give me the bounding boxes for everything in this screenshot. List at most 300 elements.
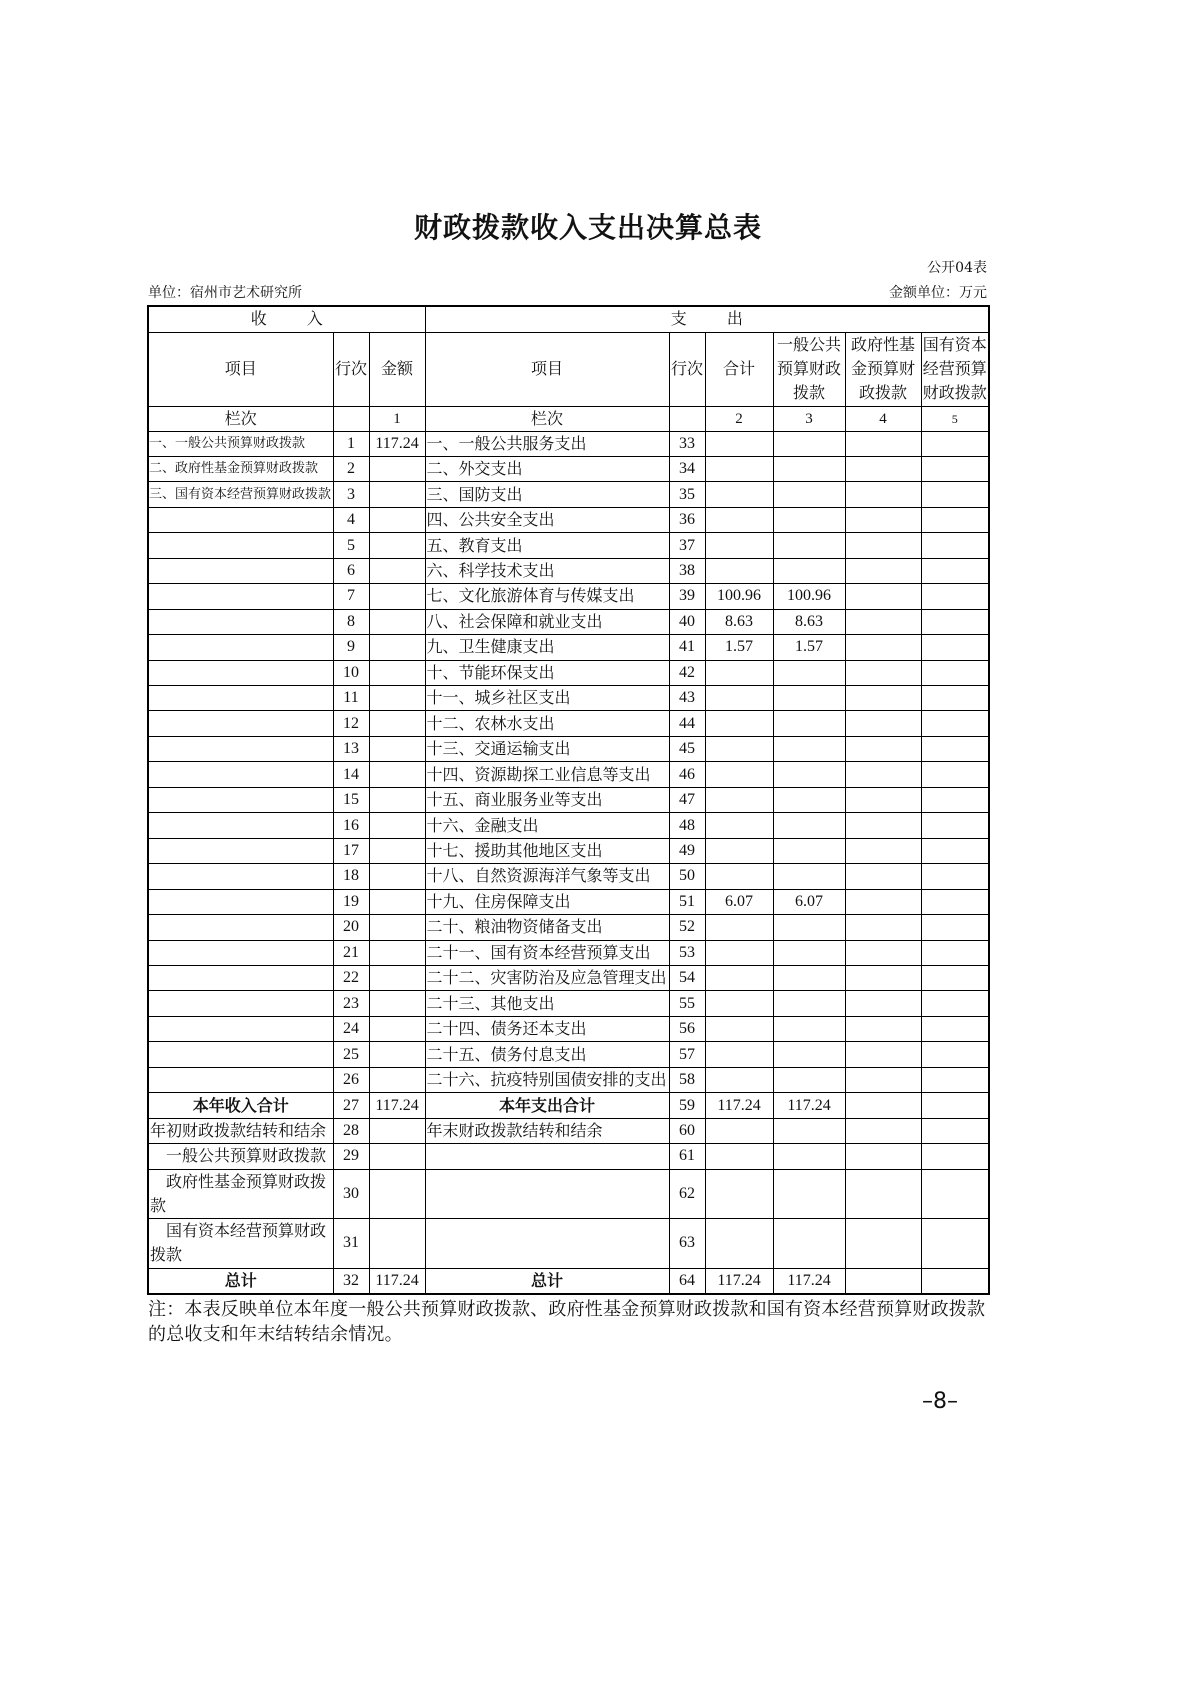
income-line-no: 23 <box>333 991 369 1016</box>
income-item: 一般公共预算财政拨款 <box>148 1144 333 1169</box>
state-capital-amount <box>921 431 989 456</box>
income-item: 二、政府性基金预算财政拨款 <box>148 456 333 481</box>
income-amount <box>369 736 425 761</box>
general-budget-amount <box>773 1144 845 1169</box>
income-amount <box>369 584 425 609</box>
income-line-no: 11 <box>333 686 369 711</box>
expense-line-no: 61 <box>669 1144 705 1169</box>
state-capital-amount <box>921 584 989 609</box>
table-row <box>148 711 989 736</box>
expense-item: 十四、资源勘探工业信息等支出 <box>425 762 669 787</box>
total-amount <box>705 915 773 940</box>
income-amount <box>369 889 425 914</box>
total-amount <box>705 1169 773 1219</box>
income-amount <box>369 711 425 736</box>
expense-line-no: 41 <box>669 635 705 660</box>
expense-line-no: 54 <box>669 966 705 991</box>
general-budget-amount <box>773 482 845 507</box>
total-amount <box>705 813 773 838</box>
general-budget-column-number: 3 <box>773 406 845 431</box>
income-amount: 117.24 <box>369 431 425 456</box>
income-item <box>148 813 333 838</box>
income-section-header: 收 入 <box>148 306 425 332</box>
total-amount <box>705 660 773 685</box>
page-title: 财政拨款收入支出决算总表 <box>413 211 762 244</box>
table-row <box>148 1042 989 1067</box>
gov-fund-amount <box>845 431 921 456</box>
total-amount <box>705 1016 773 1041</box>
income-line-no: 4 <box>333 507 369 532</box>
gov-fund-amount <box>845 889 921 914</box>
state-capital-amount <box>921 813 989 838</box>
income-line-no: 14 <box>333 762 369 787</box>
state-capital-amount <box>921 1144 989 1169</box>
gov-fund-amount <box>845 966 921 991</box>
income-line-no: 18 <box>333 864 369 889</box>
general-budget-amount: 1.57 <box>773 635 845 660</box>
gov-fund-amount <box>845 940 921 965</box>
table-row <box>148 1144 989 1169</box>
table-row <box>148 558 989 583</box>
expense-line-no: 40 <box>669 609 705 634</box>
total-amount: 8.63 <box>705 609 773 634</box>
income-item: 一、一般公共预算财政拨款 <box>148 431 333 456</box>
expense-item: 二十四、债务还本支出 <box>425 1016 669 1041</box>
general-budget-amount <box>773 787 845 812</box>
state-capital-amount <box>921 1268 989 1293</box>
income-amount <box>369 838 425 863</box>
state-capital-header: 国有资本经营预算财政拨款 <box>921 332 989 406</box>
general-budget-amount <box>773 940 845 965</box>
expense-item: 八、社会保障和就业支出 <box>425 609 669 634</box>
table-row <box>148 584 989 609</box>
general-budget-amount <box>773 711 845 736</box>
income-line-no: 10 <box>333 660 369 685</box>
income-line-no: 12 <box>333 711 369 736</box>
general-budget-amount <box>773 915 845 940</box>
state-capital-amount <box>921 533 989 558</box>
income-item <box>148 736 333 761</box>
income-item <box>148 533 333 558</box>
income-item <box>148 1016 333 1041</box>
general-budget-amount <box>773 1067 845 1092</box>
state-capital-amount <box>921 456 989 481</box>
income-amount <box>369 507 425 532</box>
general-budget-amount <box>773 431 845 456</box>
expense-line-no: 38 <box>669 558 705 583</box>
expense-item: 二十、粮油物资储备支出 <box>425 915 669 940</box>
general-budget-amount: 117.24 <box>773 1268 845 1293</box>
income-line-no: 26 <box>333 1067 369 1092</box>
gov-fund-amount <box>845 736 921 761</box>
expense-item: 二十一、国有资本经营预算支出 <box>425 940 669 965</box>
column-header-row <box>148 332 989 406</box>
income-line-no-column-number <box>333 406 369 431</box>
general-budget-amount <box>773 533 845 558</box>
expense-line-no: 63 <box>669 1219 705 1269</box>
gov-fund-amount <box>845 1118 921 1143</box>
income-amount <box>369 1067 425 1092</box>
expense-line-no: 35 <box>669 482 705 507</box>
table-row <box>148 864 989 889</box>
total-amount <box>705 991 773 1016</box>
total-amount <box>705 1144 773 1169</box>
table-row <box>148 1067 989 1092</box>
general-budget-amount <box>773 736 845 761</box>
unit-label: 单位：宿州市艺术研究所 <box>148 285 302 301</box>
table-row <box>148 966 989 991</box>
expense-line-no: 59 <box>669 1093 705 1118</box>
expense-item: 五、教育支出 <box>425 533 669 558</box>
total-amount <box>705 482 773 507</box>
table-body <box>148 431 989 1294</box>
expense-line-no: 51 <box>669 889 705 914</box>
total-amount <box>705 864 773 889</box>
state-capital-amount <box>921 711 989 736</box>
general-budget-header: 一般公共预算财政拨款 <box>773 332 845 406</box>
table-row <box>148 736 989 761</box>
income-amount <box>369 482 425 507</box>
total-header: 合计 <box>705 332 773 406</box>
income-amount <box>369 1042 425 1067</box>
income-amount <box>369 533 425 558</box>
income-item <box>148 1067 333 1092</box>
expense-item: 十一、城乡社区支出 <box>425 686 669 711</box>
income-item: 本年收入合计 <box>148 1093 333 1118</box>
income-line-no: 31 <box>333 1219 369 1269</box>
income-amount <box>369 813 425 838</box>
expense-line-no: 62 <box>669 1169 705 1219</box>
expense-line-no: 47 <box>669 787 705 812</box>
gov-fund-amount <box>845 1219 921 1269</box>
expense-line-no: 46 <box>669 762 705 787</box>
general-budget-amount: 100.96 <box>773 584 845 609</box>
income-line-no: 21 <box>333 940 369 965</box>
expense-line-no: 49 <box>669 838 705 863</box>
expense-line-no: 64 <box>669 1268 705 1293</box>
income-amount <box>369 1016 425 1041</box>
table-row <box>148 915 989 940</box>
expense-line-no: 36 <box>669 507 705 532</box>
total-amount: 117.24 <box>705 1268 773 1293</box>
income-line-no: 3 <box>333 482 369 507</box>
income-amount <box>369 686 425 711</box>
expense-line-no: 43 <box>669 686 705 711</box>
gov-fund-amount <box>845 584 921 609</box>
income-line-no-header: 行次 <box>333 332 369 406</box>
income-amount-column-number: 1 <box>369 406 425 431</box>
income-line-no: 28 <box>333 1118 369 1143</box>
income-line-no: 7 <box>333 584 369 609</box>
table-row <box>148 660 989 685</box>
table-row <box>148 991 989 1016</box>
gov-fund-header: 政府性基金预算财政拨款 <box>845 332 921 406</box>
state-capital-amount <box>921 635 989 660</box>
income-line-no: 22 <box>333 966 369 991</box>
total-column-number: 2 <box>705 406 773 431</box>
gov-fund-amount <box>845 813 921 838</box>
table-row <box>148 507 989 532</box>
gov-fund-amount <box>845 1042 921 1067</box>
state-capital-amount <box>921 686 989 711</box>
income-amount <box>369 966 425 991</box>
expense-line-no: 58 <box>669 1067 705 1092</box>
expense-item: 二十六、抗疫特别国债安排的支出 <box>425 1067 669 1092</box>
expense-line-no: 33 <box>669 431 705 456</box>
expense-item <box>425 1169 669 1219</box>
expense-item: 十八、自然资源海洋气象等支出 <box>425 864 669 889</box>
gov-fund-amount <box>845 456 921 481</box>
income-line-no: 30 <box>333 1169 369 1219</box>
income-amount <box>369 1118 425 1143</box>
income-item <box>148 686 333 711</box>
gov-fund-amount <box>845 686 921 711</box>
state-capital-amount <box>921 940 989 965</box>
page-number: –8– <box>922 1389 958 1414</box>
total-amount <box>705 966 773 991</box>
expense-line-no: 52 <box>669 915 705 940</box>
general-budget-amount <box>773 1118 845 1143</box>
table-row <box>148 889 989 914</box>
expense-item: 一、一般公共服务支出 <box>425 431 669 456</box>
income-item <box>148 915 333 940</box>
gov-fund-amount <box>845 991 921 1016</box>
expense-item-column-number: 栏次 <box>425 406 669 431</box>
state-capital-amount <box>921 864 989 889</box>
income-amount <box>369 864 425 889</box>
general-budget-amount <box>773 660 845 685</box>
income-amount <box>369 940 425 965</box>
expense-line-no: 42 <box>669 660 705 685</box>
income-item <box>148 711 333 736</box>
total-amount <box>705 940 773 965</box>
expense-section-header: 支 出 <box>425 306 989 332</box>
income-item: 政府性基金预算财政拨款 <box>148 1169 333 1219</box>
income-item: 国有资本经营预算财政拨款 <box>148 1219 333 1269</box>
expense-item: 七、文化旅游体育与传媒支出 <box>425 584 669 609</box>
state-capital-amount <box>921 609 989 634</box>
total-amount <box>705 1219 773 1269</box>
expense-line-no-header: 行次 <box>669 332 705 406</box>
income-amount <box>369 456 425 481</box>
expense-line-no: 45 <box>669 736 705 761</box>
table-row <box>148 1118 989 1143</box>
expense-item: 六、科学技术支出 <box>425 558 669 583</box>
income-item <box>148 584 333 609</box>
income-line-no: 16 <box>333 813 369 838</box>
gov-fund-amount <box>845 762 921 787</box>
expense-item: 十五、商业服务业等支出 <box>425 787 669 812</box>
table-row <box>148 813 989 838</box>
total-amount <box>705 736 773 761</box>
income-item <box>148 864 333 889</box>
table-row <box>148 635 989 660</box>
expense-item <box>425 1219 669 1269</box>
general-budget-amount <box>773 991 845 1016</box>
total-amount <box>705 762 773 787</box>
general-budget-amount <box>773 507 845 532</box>
expense-item: 十三、交通运输支出 <box>425 736 669 761</box>
gov-fund-amount <box>845 1169 921 1219</box>
income-line-no: 24 <box>333 1016 369 1041</box>
state-capital-amount <box>921 787 989 812</box>
table-row <box>148 838 989 863</box>
state-capital-amount <box>921 1016 989 1041</box>
general-budget-amount <box>773 1169 845 1219</box>
gov-fund-amount <box>845 1268 921 1293</box>
total-amount <box>705 838 773 863</box>
total-amount: 6.07 <box>705 889 773 914</box>
state-capital-amount <box>921 966 989 991</box>
table-row <box>148 431 989 456</box>
amount-unit-label: 金额单位：万元 <box>889 285 987 301</box>
general-budget-amount: 6.07 <box>773 889 845 914</box>
income-item <box>148 838 333 863</box>
gov-fund-amount <box>845 1016 921 1041</box>
state-capital-amount <box>921 889 989 914</box>
total-amount <box>705 431 773 456</box>
gov-fund-amount <box>845 660 921 685</box>
total-amount <box>705 711 773 736</box>
total-amount <box>705 533 773 558</box>
total-amount <box>705 558 773 583</box>
general-budget-amount <box>773 686 845 711</box>
gov-fund-amount <box>845 609 921 634</box>
general-budget-amount: 8.63 <box>773 609 845 634</box>
expense-item: 总计 <box>425 1268 669 1293</box>
general-budget-amount <box>773 813 845 838</box>
state-capital-amount <box>921 507 989 532</box>
gov-fund-amount <box>845 558 921 583</box>
gov-fund-amount <box>845 838 921 863</box>
general-budget-amount <box>773 966 845 991</box>
income-line-no: 8 <box>333 609 369 634</box>
state-capital-amount <box>921 660 989 685</box>
state-capital-amount <box>921 1118 989 1143</box>
table-row <box>148 1093 989 1118</box>
table-row <box>148 1016 989 1041</box>
state-capital-amount <box>921 482 989 507</box>
expense-item <box>425 1144 669 1169</box>
expense-item: 年末财政拨款结转和结余 <box>425 1118 669 1143</box>
gov-fund-amount <box>845 711 921 736</box>
income-item <box>148 787 333 812</box>
income-amount-header: 金额 <box>369 332 425 406</box>
table-row <box>148 609 989 634</box>
state-capital-amount <box>921 1219 989 1269</box>
table-row <box>148 533 989 558</box>
expense-item: 九、卫生健康支出 <box>425 635 669 660</box>
income-amount <box>369 558 425 583</box>
expense-line-no: 56 <box>669 1016 705 1041</box>
income-amount <box>369 1144 425 1169</box>
general-budget-amount <box>773 1042 845 1067</box>
income-line-no: 6 <box>333 558 369 583</box>
state-capital-amount <box>921 838 989 863</box>
income-item <box>148 966 333 991</box>
expense-item: 十六、金融支出 <box>425 813 669 838</box>
income-line-no: 32 <box>333 1268 369 1293</box>
table-row <box>148 1169 989 1219</box>
income-line-no: 13 <box>333 736 369 761</box>
gov-fund-amount <box>845 787 921 812</box>
income-item <box>148 558 333 583</box>
table-row <box>148 456 989 481</box>
appropriation-summary-table <box>147 305 990 1295</box>
general-budget-amount <box>773 456 845 481</box>
expense-item: 十二、农林水支出 <box>425 711 669 736</box>
income-line-no: 25 <box>333 1042 369 1067</box>
gov-fund-amount <box>845 915 921 940</box>
income-item-column-number: 栏次 <box>148 406 333 431</box>
income-line-no: 2 <box>333 456 369 481</box>
income-item <box>148 660 333 685</box>
total-amount <box>705 1067 773 1092</box>
general-budget-amount <box>773 864 845 889</box>
expense-line-no-column-number <box>669 406 705 431</box>
gov-fund-amount <box>845 864 921 889</box>
expense-line-no: 57 <box>669 1042 705 1067</box>
state-capital-amount <box>921 1042 989 1067</box>
income-item: 年初财政拨款结转和结余 <box>148 1118 333 1143</box>
income-item: 三、国有资本经营预算财政拨款 <box>148 482 333 507</box>
income-item-header: 项目 <box>148 332 333 406</box>
income-amount: 117.24 <box>369 1268 425 1293</box>
income-item <box>148 889 333 914</box>
income-line-no: 19 <box>333 889 369 914</box>
income-line-no: 9 <box>333 635 369 660</box>
state-capital-amount <box>921 762 989 787</box>
expense-item: 十七、援助其他地区支出 <box>425 838 669 863</box>
general-budget-amount <box>773 1016 845 1041</box>
income-line-no: 29 <box>333 1144 369 1169</box>
expense-item: 二十二、灾害防治及应急管理支出 <box>425 966 669 991</box>
income-line-no: 5 <box>333 533 369 558</box>
income-line-no: 15 <box>333 787 369 812</box>
total-amount <box>705 1118 773 1143</box>
table-row <box>148 940 989 965</box>
state-capital-amount <box>921 915 989 940</box>
expense-item: 十、节能环保支出 <box>425 660 669 685</box>
income-item <box>148 635 333 660</box>
total-amount: 117.24 <box>705 1093 773 1118</box>
section-header-row <box>148 306 989 332</box>
expense-item: 四、公共安全支出 <box>425 507 669 532</box>
income-amount <box>369 787 425 812</box>
table-note: 注：本表反映单位本年度一般公共预算财政拨款、政府性基金预算财政拨款和国有资本经营预算财政拨款的总收支和年末结转结余情况。 <box>148 1299 986 1345</box>
expense-line-no: 55 <box>669 991 705 1016</box>
general-budget-amount: 117.24 <box>773 1093 845 1118</box>
gov-fund-amount <box>845 533 921 558</box>
expense-line-no: 48 <box>669 813 705 838</box>
column-number-row <box>148 406 989 431</box>
expense-line-no: 50 <box>669 864 705 889</box>
expense-line-no: 44 <box>669 711 705 736</box>
state-capital-amount <box>921 1067 989 1092</box>
gov-fund-amount <box>845 507 921 532</box>
income-amount: 117.24 <box>369 1093 425 1118</box>
income-item <box>148 609 333 634</box>
total-amount: 1.57 <box>705 635 773 660</box>
income-amount <box>369 915 425 940</box>
income-item <box>148 991 333 1016</box>
table-row <box>148 1219 989 1269</box>
total-amount <box>705 1042 773 1067</box>
expense-line-no: 37 <box>669 533 705 558</box>
income-line-no: 27 <box>333 1093 369 1118</box>
table-row <box>148 1268 989 1293</box>
total-amount <box>705 456 773 481</box>
